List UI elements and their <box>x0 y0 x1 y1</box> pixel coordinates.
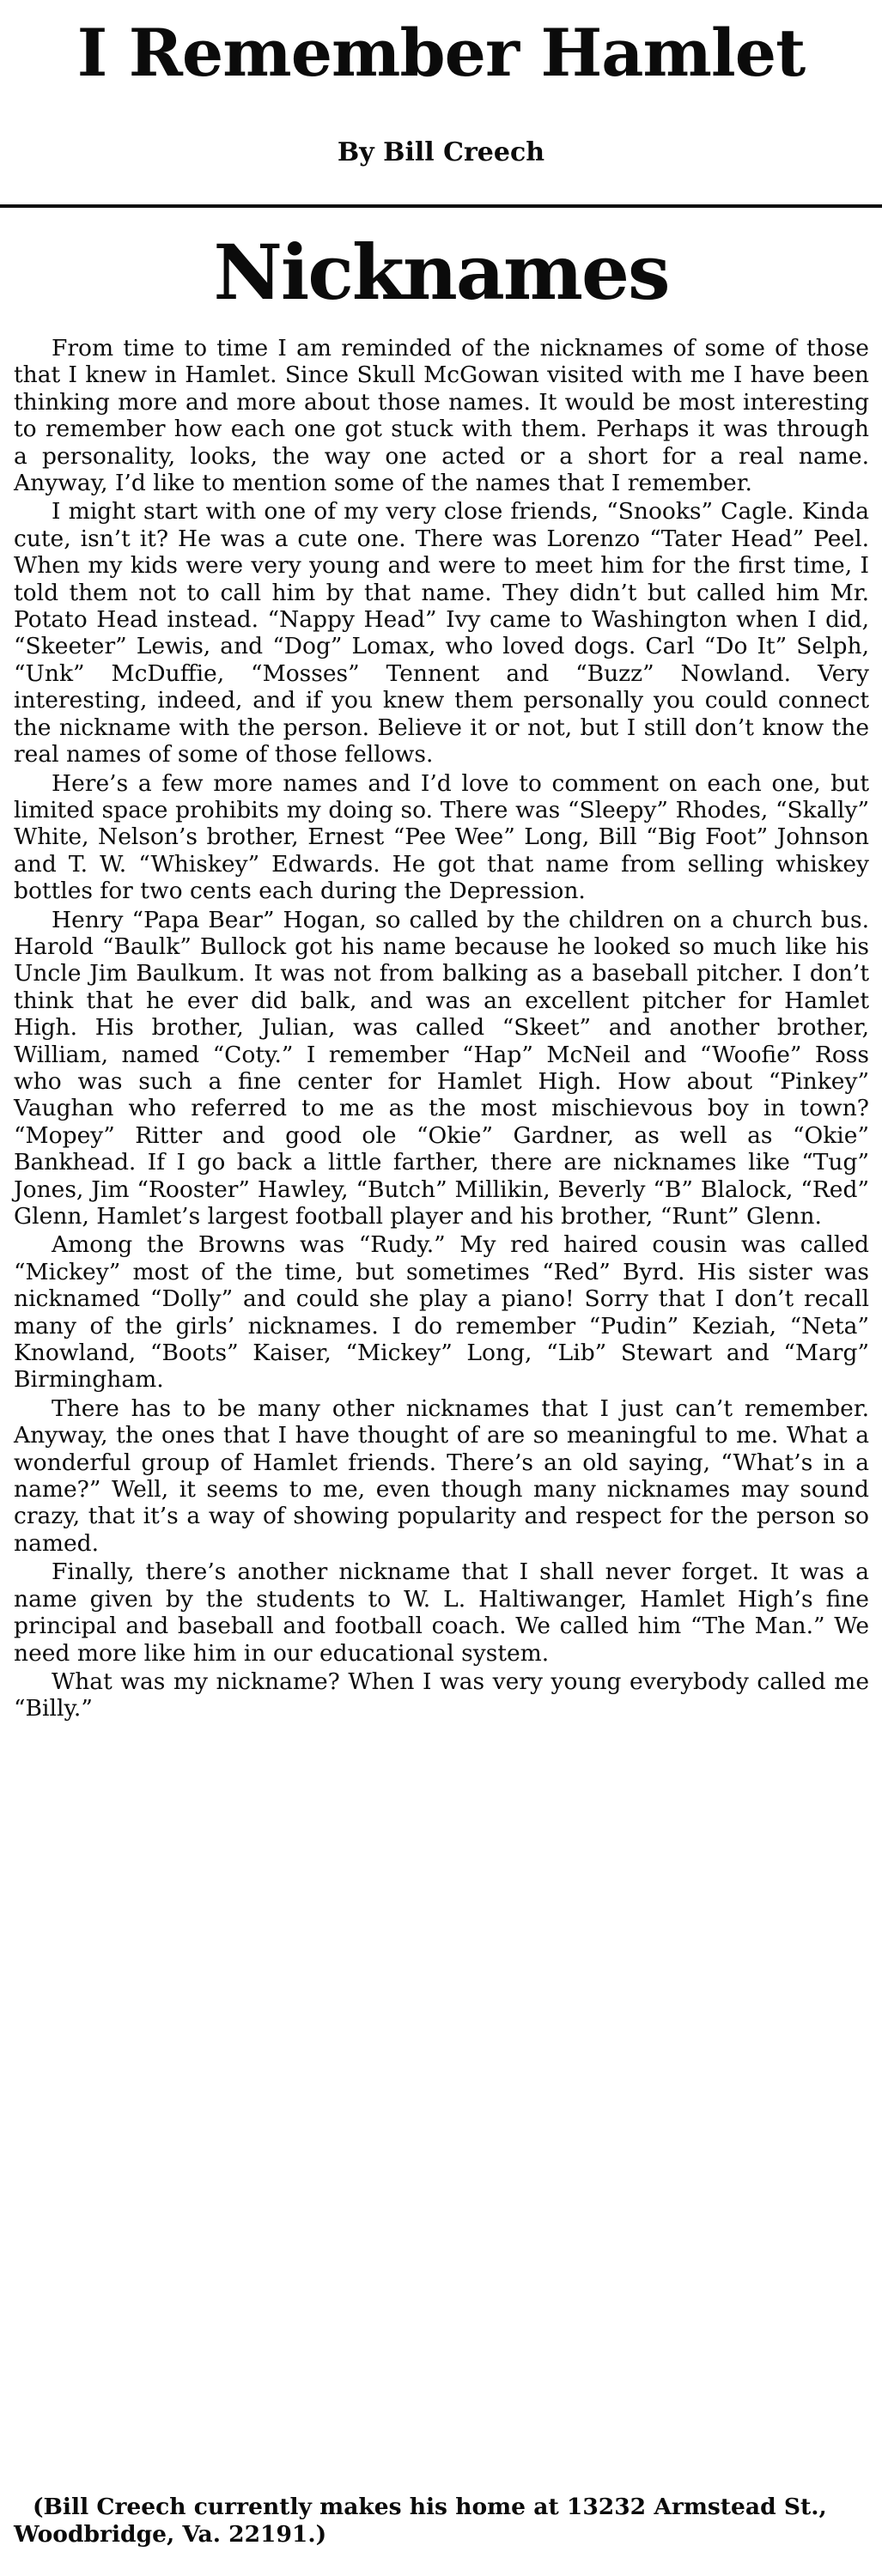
article-paragraph: From time to time I am reminded of the nicknames of some of those that I knew in Hamlet. Since Skull McGowan visited with me I have been thinking more and more about those names. It would be most interesting to remember how each one got stuck with them. Perhaps it was through a personality, looks, the way one acted or a short for a real name. Anyway, I’d like to mention some of the names that I remember. <box>14 335 869 497</box>
article-paragraph: Henry “Papa Bear” Hogan, so called by the children on a church bus. Harold “Baulk” Bullock got his name because he looked so much like his Uncle Jim Baulkum. It was not from balking as a baseball pitcher. I don’t think that he ever did balk, and was an excellent pitcher for Hamlet High. His brother, Julian, was called “Skeet” and another brother, William, named “Coty.” I remember “Hap” McNeil and “Woofie” Ross who was such a fine center for Hamlet High. How about “Pinkey” Vaughan who referred to me as the most mischievous boy in town? “Mopey” Ritter and good ole “Okie” Gardner, as well as “Okie” Bankhead. If I go back a little farther, there are nicknames like “Tug” Jones, Jim “Rooster” Hawley, “Butch” Millikin, Beverly “B” Blalock, “Red” Glenn, Hamlet’s largest football player and his brother, “Runt” Glenn. <box>14 906 869 1230</box>
article-paragraph: Among the Browns was “Rudy.” My red haired cousin was called “Mickey” most of the time, but sometimes “Red” Byrd. His sister was nicknamed “Dolly” and could she play a piano! Sorry that I don’t recall many of the girls’ nicknames. I do remember “Pudin” Keziah, “Neta” Knowland, “Boots” Kaiser, “Mickey” Long, “Lib” Stewart and “Marg” Birmingham. <box>14 1231 869 1394</box>
article-paragraph: I might start with one of my very close friends, “Snooks” Cagle. Kinda cute, isn’t it? He was a cute one. There was Lorenzo “Tater Head” Peel. When my kids were very young and were to meet him for the first time, I told them not to call him by that name. They didn’t but called him Mr. Potato Head instead. “Nappy Head” Ivy came to Washington when I did, “Skeeter” Lewis, and “Dog” Lomax, who loved dogs. Carl “Do It” Selph, “Unk” McDuffie, “Mosses” Tennent and “Buzz” Nowland. Very interesting, indeed, and if you knew them personally you could connect the nickname with the person. Believe it or not, but I still don’t know the real names of some of those fellows. <box>14 498 869 769</box>
article-body <box>14 335 869 1724</box>
byline: By Bill Creech <box>337 137 545 167</box>
article-paragraph: What was my nickname? When I was very young everybody called me “Billy.” <box>14 1668 869 1722</box>
header-divider <box>0 204 882 208</box>
article-paragraph: There has to be many other nicknames that I just can’t remember. Anyway, the ones that I have thought of are so meaningful to me. What a wonderful group of Hamlet friends. There’s an old saying, “What’s in a name?” Well, it seems to me, even though many nicknames may sound crazy, that it’s a way of showing popularity and respect for the person so named. <box>14 1394 869 1557</box>
column-title: I Remember Hamlet <box>76 15 806 91</box>
article-paragraph: Here’s a few more names and I’d love to comment on each one, but limited space prohibits my doing so. There was “Sleepy” Rhodes, “Skally” White, Nelson’s brother, Ernest “Pee Wee” Long, Bill “Big Foot” Johnson and T. W. “Whiskey” Edwards. He got that name from selling whiskey bottles for two cents each during the Depression. <box>14 769 869 905</box>
article-headline: Nicknames <box>213 228 669 317</box>
article-paragraph: Finally, there’s another nickname that I shall never forget. It was a name given by the students to W. L. Haltiwanger, Hamlet High’s fine principal and baseball and football coach. We called him “The Man.” We need more like him in our educational system. <box>14 1558 869 1667</box>
author-note: (Bill Creech currently makes his home at 13232 Armstead St., Woodbridge, Va. 22191.) <box>14 2494 827 2548</box>
